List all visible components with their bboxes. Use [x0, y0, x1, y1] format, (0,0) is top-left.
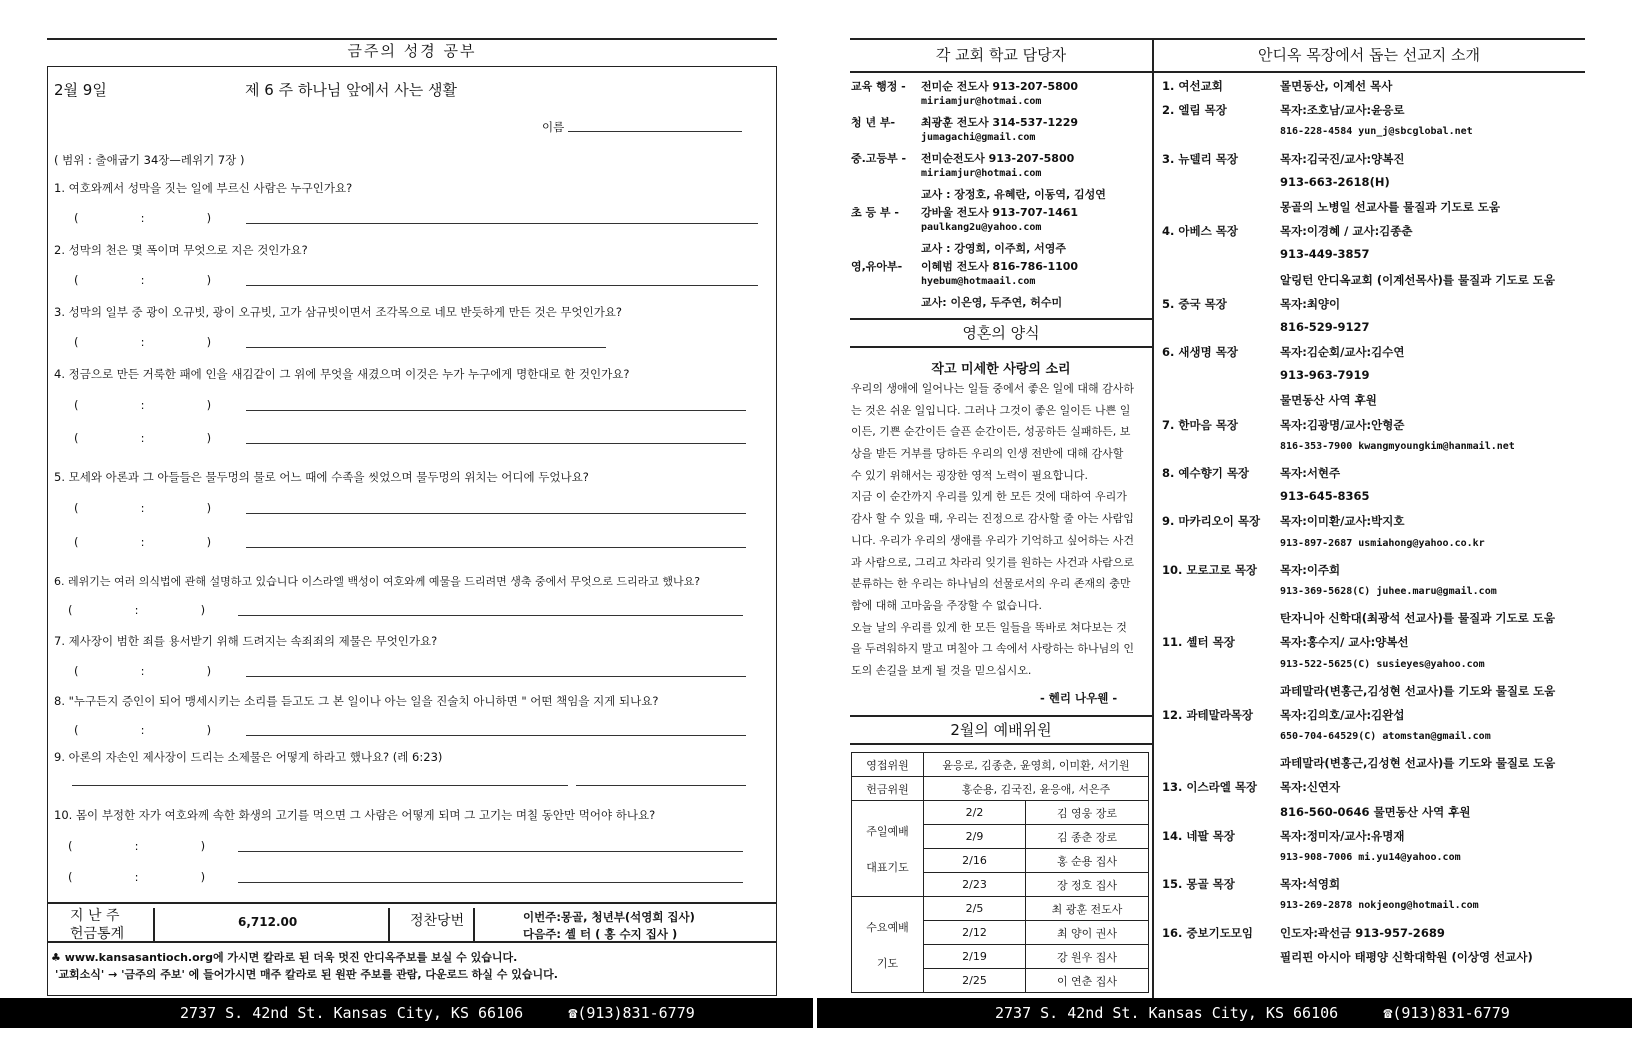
- soul-text-line: 상을 받든 거부를 당하든 우리의 인생 전반에 대해 감사할: [851, 447, 1124, 461]
- table-row: [852, 753, 1149, 777]
- school-staff-row: [851, 240, 1151, 258]
- school-staff-row: [851, 204, 1151, 222]
- mission-group-name: 6. 새생명 목장: [1162, 345, 1238, 360]
- mission-detail: 816-228-4584 yun_j@sbcglobal.net: [1280, 126, 1473, 138]
- offering-divider: [153, 908, 155, 941]
- mission-row: [1162, 199, 1582, 223]
- department-label: 청 년 부-: [851, 116, 896, 129]
- school-staff-row: [851, 294, 1151, 312]
- department-label: [851, 294, 921, 312]
- soul-text-line: 도의 손길을 보게 될 것을 믿으십시오.: [851, 663, 1032, 677]
- choir-this-week: 이번주:몽골, 청년부(석영희 집사): [523, 910, 695, 924]
- worship-table: [851, 752, 1149, 993]
- school-staff-row: [851, 222, 1151, 240]
- mission-row: [1162, 102, 1582, 126]
- mission-row: [1162, 634, 1582, 658]
- mission-detail: 목자:서현주: [1280, 466, 1341, 480]
- mission-detail: 과테말라(변홍근,김성현 선교사)를 기도와 물질로 도움: [1280, 683, 1556, 698]
- staff-contact: paulkang2u@yahoo.com: [921, 222, 1042, 233]
- mission-group-name: [1162, 320, 1280, 344]
- soul-text-line: 수 있기 위해서는 굉장한 영적 노력이 필요합니다.: [851, 468, 1088, 482]
- mission-group-name: [1162, 538, 1280, 562]
- mission-detail: 816-529-9127: [1280, 319, 1370, 334]
- mission-group-name: 3. 뉴델리 목장: [1162, 151, 1238, 166]
- answer-paren: ( : ): [74, 273, 212, 287]
- mission-group-name: [1162, 683, 1280, 707]
- mission-row: [1162, 417, 1582, 441]
- answer-line: [246, 410, 746, 411]
- mission-row: [1162, 465, 1582, 489]
- sunday-label-1: 주일예배: [866, 824, 909, 838]
- soul-text-line: 함에 대해 고마움을 주장할 수 없습니다.: [851, 598, 1042, 612]
- mission-detail: 913-522-5625(C) susieyes@yahoo.com: [1280, 658, 1485, 670]
- answer-line: [246, 513, 746, 514]
- answer-paren: ( : ): [74, 664, 212, 678]
- website-note: ♣ www.kansasantioch.org에 가시면 칼라로 된 더욱 멋진 안디옥주보를 보실 수 있습니다.: [51, 951, 518, 964]
- question-5: 5. 모세와 아론과 그 아들들은 물두멍의 물로 어느 때에 수족을 씻었으며 물두멍의 위치는 어디에 두었나요?: [54, 470, 589, 484]
- table-cell: 강 원우 집사: [1026, 945, 1149, 969]
- table-row: [852, 897, 1149, 921]
- mission-row: [1162, 876, 1582, 900]
- staff-contact: jumagachi@gmail.com: [921, 132, 1036, 143]
- mission-detail: 913-645-8365: [1280, 489, 1370, 504]
- sunday-label-2: 대표기도: [866, 860, 909, 874]
- mission-detail: 913-369-5628(C) juhee.maru@gmail.com: [1280, 585, 1497, 597]
- table-cell: 2/19: [924, 945, 1026, 969]
- staff-contact: 전미순 전도사 913-207-5800: [921, 80, 1079, 93]
- offering-divider: [473, 908, 475, 941]
- school-staff-row: [851, 96, 1151, 114]
- mission-detail: 알링턴 안디옥교회 (이계선목사)를 물질과 기도로 도움: [1280, 272, 1555, 287]
- mission-row: [1162, 392, 1582, 416]
- soul-text-line: 감사 할 수 있을 때, 우리는 진정으로 감사할 줄 아는 사람입: [851, 512, 1134, 526]
- staff-contact: hyebum@hotmaail.com: [921, 276, 1036, 287]
- mission-group-name: 16. 중보기도모임: [1162, 925, 1254, 940]
- mission-detail: 913-449-3857: [1280, 247, 1370, 262]
- footer-address: 2737 S. 42nd St. Kansas City, KS 66106 ☎(913)831-6779: [180, 1004, 695, 1022]
- mission-group-name: [1162, 731, 1280, 755]
- mission-row: [1162, 344, 1582, 368]
- mission-row: [1162, 562, 1582, 586]
- school-staff-row: [851, 276, 1151, 294]
- right-top-rule: [850, 38, 1585, 40]
- mission-detail: 과테말라(변홍근,김성현 선교사)를 기도와 물질로 도움: [1280, 756, 1556, 771]
- answer-paren: ( : ): [74, 335, 212, 349]
- table-cell: 홍 순용 집사: [1026, 849, 1149, 873]
- mission-row: [1162, 538, 1582, 562]
- download-note: '교회소식' → '금주의 주보' 에 들어가시면 매주 칼라로 된 원판 주보를 관람, 다운로드 하실 수 있습니다.: [55, 968, 558, 981]
- mission-row: [1162, 489, 1582, 513]
- mission-group-name: 5. 중국 목장: [1162, 296, 1227, 311]
- table-cell: 헌금위원: [852, 777, 924, 801]
- answer-line: [246, 443, 746, 444]
- soul-text-line: 오늘 날의 우리를 있게 한 모든 일들을 똑바로 쳐다보는 것: [851, 620, 1127, 634]
- mission-group-name: 11. 셸터 목장: [1162, 635, 1235, 650]
- mission-group-name: [1162, 126, 1280, 150]
- school-staff-row: [851, 132, 1151, 150]
- mission-group-name: 14. 네팔 목장: [1162, 828, 1235, 843]
- scripture-range: ( 범위 : 출애굽기 34장—레위기 7장 ): [54, 153, 245, 167]
- question-3: 3. 성막의 일부 중 광이 오규빗, 광이 오규빗, 고가 삼규빗이면서 조각목으로 네모 반듯하게 만든 것은 무엇인가요?: [54, 305, 623, 319]
- mission-group-name: [1162, 949, 1280, 973]
- question-10: 10. 몸이 부정한 자가 여호와께 속한 화생의 고기를 먹으면 그 사람은 어떻게 되며 그 고기는 며칠 동안만 먹어야 하나요?: [54, 808, 656, 822]
- answer-paren: ( : ): [74, 501, 212, 515]
- mission-row: [1162, 610, 1582, 634]
- soul-text-line: 이든, 기쁜 순간이든 슬픈 순간이든, 성공하든 실패하든, 보: [851, 425, 1131, 439]
- answer-line: [246, 676, 746, 677]
- mission-row: [1162, 368, 1582, 392]
- mission-row: [1162, 247, 1582, 271]
- answer-paren: ( : ): [74, 211, 212, 225]
- mission-group-name: [1162, 659, 1280, 683]
- mission-detail: 목자:석영희: [1280, 877, 1341, 892]
- mission-detail: 816-353-7900 kwangmyoungkim@hanmail.net: [1280, 440, 1515, 452]
- answer-line: [72, 785, 568, 786]
- mission-group-name: [1162, 610, 1280, 634]
- table-cell: 이 연춘 집사: [1026, 969, 1149, 993]
- staff-contact: 최광훈 전도사 314-537-1229: [921, 116, 1079, 129]
- mission-row: [1162, 683, 1582, 707]
- mission-row: [1162, 852, 1582, 876]
- mission-row: [1162, 586, 1582, 610]
- study-date: 2월 9일: [54, 81, 107, 99]
- school-staff-row: [851, 186, 1151, 204]
- answer-paren: ( : ): [74, 398, 212, 412]
- mission-detail: 목자:최양이: [1280, 296, 1341, 311]
- answer-paren: ( : ): [68, 603, 206, 617]
- mission-row: [1162, 296, 1582, 320]
- answer-line: [238, 882, 743, 883]
- soul-author: - 헨리 나우웬 -: [1040, 691, 1118, 705]
- table-cell: 2/23: [924, 873, 1026, 897]
- table-cell: 2/9: [924, 825, 1026, 849]
- mission-row: [1162, 659, 1582, 683]
- mission-detail: 인도자:곽선금 913-957-2689: [1280, 925, 1445, 940]
- mission-detail: 목자:이경혜 / 교사:김종춘: [1280, 224, 1413, 239]
- school-staff-row: [851, 114, 1151, 132]
- question-4: 4. 정금으로 만든 거룩한 패에 인을 새김같이 그 위에 무엇을 새겼으며 이것은 누가 누구에게 명한대로 한 것인가요?: [54, 367, 630, 381]
- staff-contact: 교사 : 강영희, 이주희, 서영주: [921, 242, 1066, 255]
- mission-row: [1162, 900, 1582, 924]
- mission-detail: 목자:정미자/교사:유명재: [1280, 828, 1405, 843]
- right-column-divider: [1152, 38, 1154, 998]
- mission-detail: 913-908-7006 mi.yu14@yahoo.com: [1280, 852, 1461, 863]
- answer-line: [238, 851, 743, 852]
- mission-group-name: 13. 이스라엘 목장: [1162, 780, 1258, 795]
- mission-group-name: [1162, 441, 1280, 465]
- mission-row: [1162, 126, 1582, 150]
- mission-group-name: [1162, 489, 1280, 513]
- mission-detail: 몰면동산, 이계선 목사: [1280, 79, 1393, 93]
- department-label: 교육 행정 -: [851, 80, 906, 93]
- mission-detail: 물면동산 사역 후원: [1280, 393, 1377, 408]
- choir-label: 정찬당번: [410, 913, 465, 929]
- school-staff-row: [851, 168, 1151, 186]
- worship-title-rule: [850, 743, 1152, 745]
- soul-body: [851, 380, 1151, 684]
- staff-contact: 교사: 이은영, 두주연, 허수미: [921, 296, 1063, 309]
- answer-line: [246, 285, 758, 286]
- soul-text-line: 분류하는 한 우리는 하나님의 선물로서의 우리 존재의 충만: [851, 577, 1131, 591]
- offering-divider: [388, 908, 390, 941]
- table-cell: 최 광훈 전도사: [1026, 897, 1149, 921]
- soul-text-line: 우리의 생애에 일어나는 일들 중에서 좋은 일에 대해 감사하: [851, 382, 1134, 395]
- mission-detail: 몽골의 노병일 선교사를 물질과 기도로 도움: [1280, 199, 1500, 214]
- mission-row: [1162, 175, 1582, 199]
- table-cell: 2/16: [924, 849, 1026, 873]
- soul-title: 영혼의 양식: [962, 324, 1040, 342]
- answer-paren: ( : ): [68, 870, 206, 884]
- soul-text-line: 지금 이 순간까지 우리를 있게 한 모든 것에 대하여 우리가: [851, 490, 1127, 504]
- mission-detail: 필리핀 아시아 태평양 신학대학원 (이상영 선교사): [1280, 949, 1533, 964]
- mission-row: [1162, 779, 1582, 803]
- mission-detail: 목자:김순회/교사:김수연: [1280, 345, 1405, 360]
- choir-next-week: 다음주: 셸 터 ( 홍 수지 집사 ): [523, 927, 678, 941]
- mission-group-name: 4. 아베스 목장: [1162, 224, 1238, 239]
- department-label: [851, 186, 921, 204]
- school-staff-row: [851, 150, 1151, 168]
- mission-group-name: [1162, 199, 1280, 223]
- mission-detail: 목자:이미환/교사:박지호: [1280, 514, 1405, 529]
- bible-study-header: 금주의 성경 공부: [347, 42, 477, 60]
- mission-detail: 목자:김의호/교사:김완섭: [1280, 707, 1405, 722]
- mission-detail: 목자:신연자: [1280, 780, 1341, 795]
- mission-row: [1162, 223, 1582, 247]
- mission-group-name: [1162, 586, 1280, 610]
- answer-paren: ( : ): [68, 839, 206, 853]
- mission-detail: 913-963-7919: [1280, 368, 1370, 383]
- name-field-line: [568, 131, 742, 132]
- mission-detail: 913-269-2878 nokjeong@hotmail.com: [1280, 900, 1479, 912]
- school-staff-list: [851, 78, 1151, 312]
- name-label: 이름: [542, 120, 565, 134]
- question-9: 9. 아론의 자손인 제사장이 드리는 소제물은 어떻게 하라고 했나요? (레 6:23): [54, 750, 443, 764]
- mission-group-name: [1162, 247, 1280, 271]
- footer-left: [0, 998, 813, 1028]
- mission-group-name: 7. 한마음 목장: [1162, 417, 1238, 432]
- staff-contact: 강바울 전도사 913-707-1461: [921, 206, 1079, 219]
- table-cell: [852, 897, 924, 993]
- wed-label-1: 수요예배: [866, 920, 909, 934]
- bible-study-box: [47, 66, 777, 996]
- mission-row: [1162, 949, 1582, 973]
- mission-group-name: 12. 과테말라목장: [1162, 707, 1254, 722]
- mission-group-name: 2. 엘림 목장: [1162, 103, 1227, 118]
- table-cell: 윤응로, 김종춘, 윤영희, 이미환, 서기원: [924, 753, 1149, 777]
- offering-amount: 6,712.00: [238, 915, 298, 929]
- table-cell: 김 종춘 장로: [1026, 825, 1149, 849]
- school-staff-row: [851, 78, 1151, 96]
- mission-detail: 목자:김광명/교사:안형준: [1280, 417, 1405, 432]
- staff-contact: 이혜범 전도사 816-786-1100: [921, 260, 1079, 273]
- soul-text-line: 니다. 우리가 우리의 생애를 우리가 기억하고 싶어하는 사건: [851, 533, 1134, 547]
- department-label: [851, 132, 921, 150]
- mission-group-name: 9. 마카리오이 목장: [1162, 514, 1261, 529]
- mission-group-name: [1162, 272, 1280, 296]
- mission-detail: 816-560-0646 물면동산 사역 후원: [1280, 804, 1471, 819]
- offering-label-1: 지 난 주: [70, 908, 120, 924]
- soul-text-line: 을 두려워하지 말고 며칠아 그 속에서 사랑하는 하나님의 인: [851, 642, 1134, 656]
- footer-address: 2737 S. 42nd St. Kansas City, KS 66106 ☎(913)831-6779: [995, 1004, 1510, 1022]
- table-cell: 2/25: [924, 969, 1026, 993]
- mission-row: [1162, 151, 1582, 175]
- department-label: [851, 240, 921, 258]
- answer-paren: ( : ): [74, 431, 212, 445]
- answer-line: [246, 735, 746, 736]
- answer-line: [246, 547, 746, 548]
- mission-detail: 목자:이주희: [1280, 562, 1341, 577]
- question-7: 7. 제사장이 범한 죄를 용서받기 위해 드려지는 속죄죄의 제물은 무엇인가요?: [54, 634, 438, 648]
- worship-top-rule: [850, 715, 1152, 717]
- table-cell: 장 정호 집사: [1026, 873, 1149, 897]
- department-label: [851, 168, 921, 186]
- table-cell: 2/12: [924, 921, 1026, 945]
- answer-line: [576, 785, 746, 786]
- mission-group-name: [1162, 175, 1280, 199]
- mission-group-name: [1162, 900, 1280, 924]
- mission-detail: 목자:김국진/교사:양복진: [1280, 151, 1405, 166]
- mission-detail: 목자:조호남/교사:윤응로: [1280, 103, 1405, 118]
- mission-row: [1162, 441, 1582, 465]
- mission-row: [1162, 804, 1582, 828]
- mission-group-name: 15. 몽골 목장: [1162, 877, 1235, 892]
- mission-detail: 913-663-2618(H): [1280, 174, 1390, 189]
- soul-text-line: 는 것은 쉬운 일입니다. 그러나 그것이 좋은 일이든 나쁜 일: [851, 403, 1131, 417]
- mission-group-name: [1162, 392, 1280, 416]
- soul-subtitle: 작고 미세한 사랑의 소리: [931, 362, 1071, 377]
- mission-row: [1162, 828, 1582, 852]
- missions-list: [1162, 78, 1582, 973]
- question-8: 8. "누구든지 증인이 되어 맹세시키는 소리를 듣고도 그 본 일이나 아는 일을 진술치 아니하면 " 어떤 책임을 지게 되나요?: [54, 694, 659, 708]
- school-staff-row: [851, 258, 1151, 276]
- staff-contact: 전미순전도사 913-207-5800: [921, 152, 1075, 165]
- lesson-title: 제 6 주 하나님 앞에서 사는 생활: [245, 81, 458, 99]
- mission-row: [1162, 272, 1582, 296]
- staff-contact: miriamjur@hotmai.com: [921, 96, 1042, 107]
- answer-line: [238, 615, 743, 616]
- school-title: 각 교회 학교 담당자: [935, 46, 1067, 64]
- mission-group-name: [1162, 852, 1280, 876]
- question-1: 1. 여호와께서 성막을 짓는 일에 부르신 사람은 누구인가요?: [54, 181, 353, 195]
- table-row: [852, 801, 1149, 825]
- staff-contact: 교사 : 장정호, 유혜란, 이동역, 김성연: [921, 188, 1106, 201]
- department-label: 중.고등부 -: [851, 152, 907, 165]
- table-cell: 영접위원: [852, 753, 924, 777]
- table-cell: 홍순용, 김국진, 윤응애, 서은주: [924, 777, 1149, 801]
- mission-detail: 913-897-2687 usmiahong@yahoo.co.kr: [1280, 537, 1485, 549]
- mission-group-name: 10. 모로고로 목장: [1162, 562, 1258, 577]
- table-row: [852, 777, 1149, 801]
- table-cell: 최 양이 권사: [1026, 921, 1149, 945]
- department-label: [851, 276, 921, 294]
- mission-row: [1162, 731, 1582, 755]
- mission-detail: 탄자니아 신학대(최광석 선교사)를 물질과 기도로 도움: [1280, 611, 1555, 626]
- table-cell: [852, 801, 924, 897]
- table-cell: 2/2: [924, 801, 1026, 825]
- mission-row: [1162, 707, 1582, 731]
- offering-top-rule: [47, 902, 777, 904]
- worship-title: 2월의 예배위원: [950, 721, 1052, 739]
- department-label: [851, 96, 921, 114]
- staff-contact: miriamjur@hotmai.com: [921, 168, 1042, 179]
- soul-title-rule: [850, 346, 1152, 348]
- right-header-rule: [850, 71, 1585, 73]
- department-label: 초 등 부 -: [851, 206, 899, 219]
- mission-row: [1162, 513, 1582, 537]
- answer-paren: ( : ): [74, 535, 212, 549]
- missions-title: 안디옥 목장에서 돕는 선교지 소개: [1258, 46, 1480, 64]
- mission-group-name: [1162, 755, 1280, 779]
- mission-detail: 목자:홍수지/ 교사:양복선: [1280, 635, 1409, 650]
- offering-label-2: 헌금통계: [70, 926, 125, 942]
- table-cell: 2/5: [924, 897, 1026, 921]
- answer-paren: ( : ): [74, 723, 212, 737]
- question-6: 6. 레위기는 여러 의식법에 관해 설명하고 있습니다 이스라엘 백성이 여호와께 예물을 드리려면 생축 중에서 무엇으로 드리라고 했나요?: [54, 575, 701, 588]
- answer-line: [246, 223, 758, 224]
- mission-group-name: [1162, 368, 1280, 392]
- question-2: 2. 성막의 천은 몇 폭이며 무엇으로 지은 것인가요?: [54, 243, 308, 257]
- mission-row: [1162, 755, 1582, 779]
- wed-label-2: 기도: [876, 956, 899, 970]
- footer-right: [817, 998, 1632, 1028]
- mission-row: [1162, 925, 1582, 949]
- department-label: 영,유아부-: [851, 260, 903, 273]
- table-cell: 김 영웅 장로: [1026, 801, 1149, 825]
- soul-text-line: 과 사람으로, 그리고 차라리 잊기를 원하는 사건과 사람으로: [851, 555, 1134, 569]
- department-label: [851, 222, 921, 240]
- answer-line: [246, 347, 606, 348]
- mission-detail: 650-704-64529(C) atomstan@gmail.com: [1280, 731, 1491, 743]
- mission-group-name: [1162, 804, 1280, 828]
- mission-row: [1162, 78, 1582, 102]
- soul-top-rule: [850, 318, 1152, 320]
- mission-row: [1162, 320, 1582, 344]
- mission-group-name: 8. 예수향기 목장: [1162, 466, 1250, 480]
- mission-group-name: 1. 여선교회: [1162, 79, 1223, 93]
